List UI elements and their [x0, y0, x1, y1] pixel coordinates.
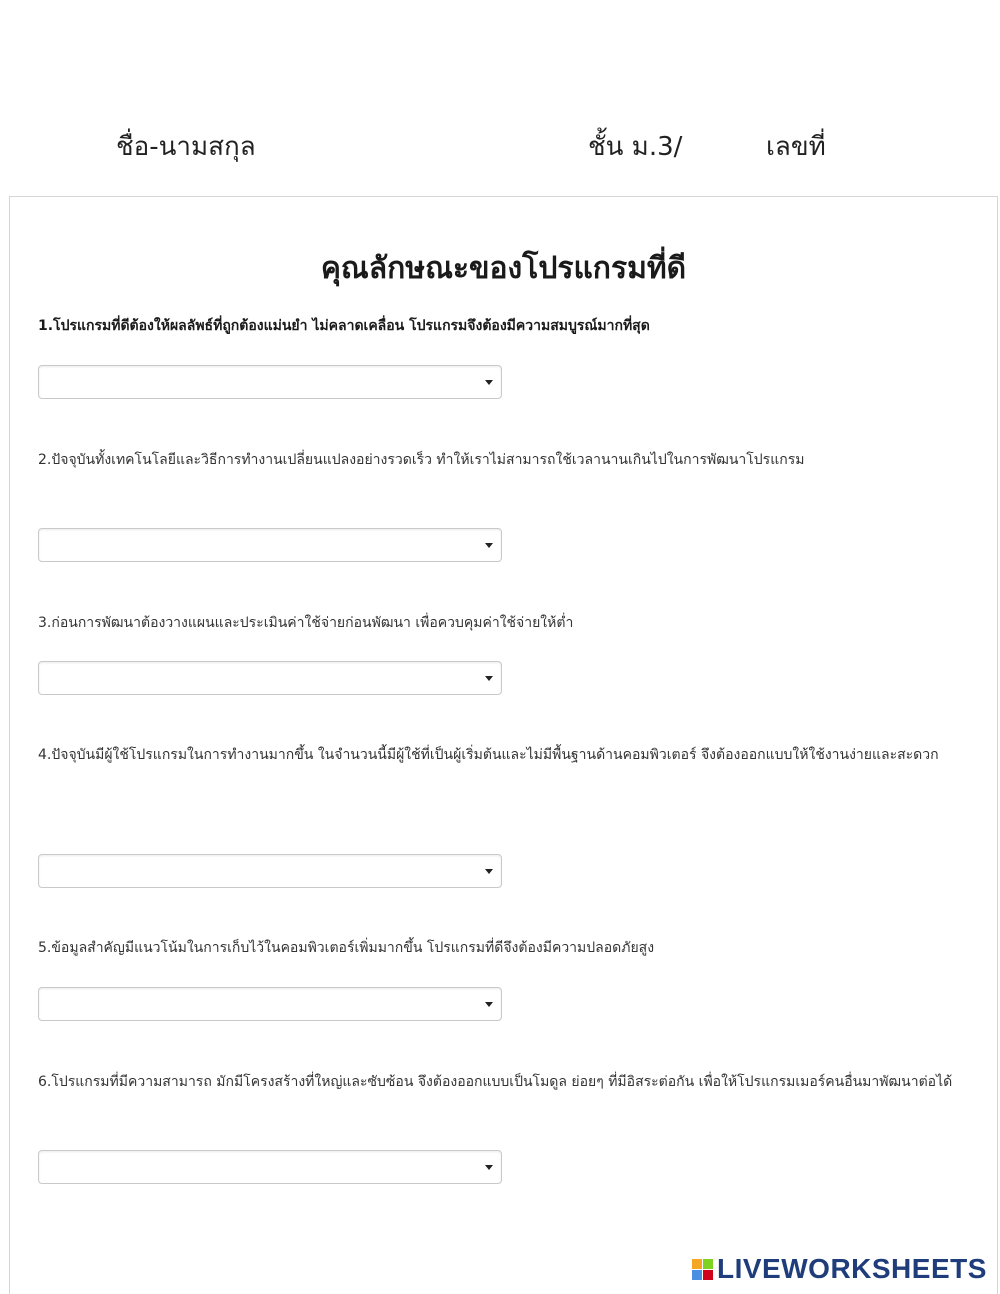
caret-down-icon [485, 676, 493, 681]
question-3-text: 3.ก่อนการพัฒนาต้องวางแผนและประเมินค่าใช้จ่ายก่อนพัฒนา เพื่อควบคุมค่าใช้จ่ายให้ต่ำ [38, 615, 574, 631]
answer-dropdown-4[interactable] [38, 854, 502, 888]
caret-down-icon [485, 543, 493, 548]
caret-down-icon [485, 1002, 493, 1007]
question-6-text: 6.โปรแกรมที่มีความสามารถ มักมีโครงสร้างที่ใหญ่และซับซ้อน จึงต้องออกแบบเป็นโมดูล ย่อยๆ ที่มีอิสระต่อกัน เพื่อให้โปรแกรมเมอร์คนอื่นมาพัฒนาต่อได้ [38, 1074, 953, 1090]
logo-mark-tile [692, 1270, 702, 1280]
name-label: ชื่อ-นามสกุล [116, 132, 256, 162]
question-2-text: 2.ปัจจุบันทั้งเทคโนโลยีและวิธีการทำงานเปลี่ยนแปลงอย่างรวดเร็ว ทำให้เราไม่สามารถใช้เวลานานเกินไปในการพัฒนาโปรแกรม [38, 452, 805, 468]
logo-mark-tile [703, 1259, 713, 1269]
answer-dropdown-6[interactable] [38, 1150, 502, 1184]
logo-text: LIVEWORKSHEETS [717, 1253, 987, 1284]
liveworksheets-logo [692, 1252, 987, 1286]
answer-dropdown-1[interactable] [38, 365, 502, 399]
answer-dropdown-5[interactable] [38, 987, 502, 1021]
class-label: ชั้น ม.3/ [588, 132, 683, 162]
caret-down-icon [485, 380, 493, 385]
logo-mark-tile [692, 1259, 702, 1269]
answer-dropdown-3[interactable] [38, 661, 502, 695]
logo-mark-tile [703, 1270, 713, 1280]
worksheet-title: คุณลักษณะของโปรแกรมที่ดี [320, 251, 687, 286]
question-1-text: 1.โปรแกรมที่ดีต้องให้ผลลัพธ์ที่ถูกต้องแม่นยำ ไม่คลาดเคลื่อน โปรแกรมจึงต้องมีความสมบูรณ์มากที่สุด [38, 318, 650, 334]
logo-mark-icon [692, 1259, 713, 1280]
caret-down-icon [485, 869, 493, 874]
worksheet-card [9, 196, 998, 1294]
question-5-text: 5.ข้อมูลสำคัญมีแนวโน้มในการเก็บไว้ในคอมพิวเตอร์เพิ่มมากขึ้น โปรแกรมที่ดีจึงต้องมีความปลอดภัยสูง [38, 940, 655, 956]
student-number-label: เลขที่ [766, 132, 826, 162]
question-4-text: 4.ปัจจุบันมีผู้ใช้โปรแกรมในการทำงานมากขึ้น ในจำนวนนี้มีผู้ใช้ที่เป็นผู้เริ่มต้นและไม่มีพื้นฐานด้านคอมพิวเตอร์ จึงต้องออกแบบให้ใช้งานง่ายและสะดวก [38, 747, 939, 763]
caret-down-icon [485, 1165, 493, 1170]
answer-dropdown-2[interactable] [38, 528, 502, 562]
